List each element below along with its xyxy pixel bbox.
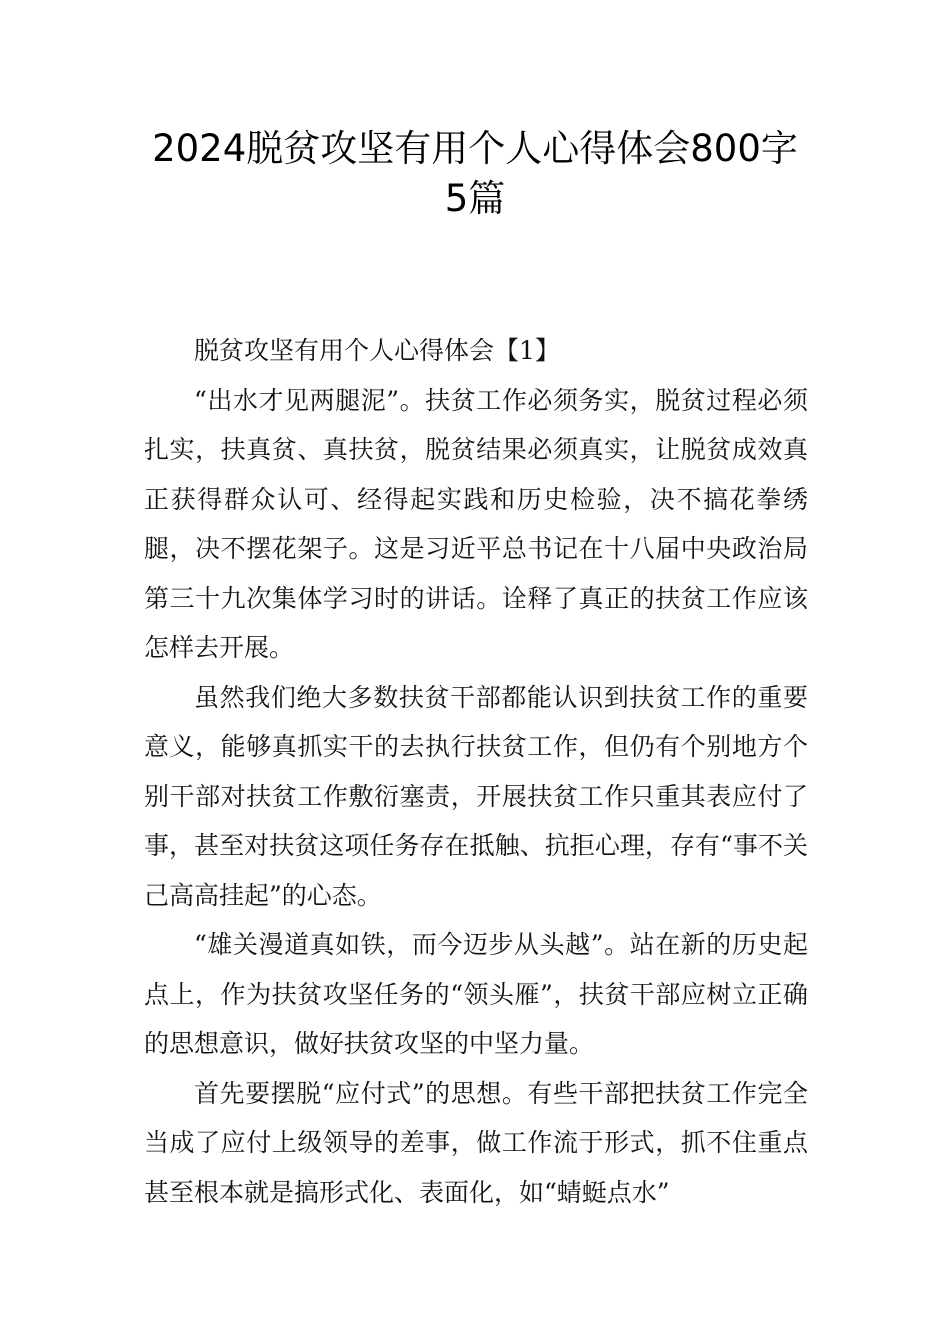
section-heading: 脱贫攻坚有用个人心得体会【1】 bbox=[194, 336, 560, 365]
body-paragraph-1: “出水才见两腿泥”。扶贫工作必须务实，脱贫过程必须扎实，扶真贫、真扶贫，脱贫结果必须真实，让脱贫成效真正获得群众认可、经得起实践和历史检验，决不搞花拳绣腿，决不摆花架子。这是习近平总书记在十八届中央政治局第三十九次集体学习时的讲话。诠释了真正的扶贫工作应该怎样去开展。 bbox=[144, 385, 808, 662]
document-title-line-1: 2024脱贫攻坚有用个人心得体会800字 bbox=[152, 127, 798, 170]
body-paragraph-3: “雄关漫道真如铁，而今迈步从头越”。站在新的历史起点上，作为扶贫攻坚任务的“领头雁”，扶贫干部应树立正确的思想意识，做好扶贫攻坚的中坚力量。 bbox=[144, 930, 808, 1058]
body-paragraph-4: 首先要摆脱“应付式”的思想。有些干部把扶贫工作完全当成了应付上级领导的差事，做工作流于形式，抓不住重点甚至根本就是搞形式化、表面化，如“蜻蜓点水” bbox=[144, 1078, 808, 1207]
body-paragraph-2: 虽然我们绝大多数扶贫干部都能认识到扶贫工作的重要意义，能够真抓实干的去执行扶贫工作，但仍有个别地方个别干部对扶贫工作敷衍塞责，开展扶贫工作只重其表应付了事，甚至对扶贫这项任务存在抵触、抗拒心理，存有“事不关己高高挂起”的心态。 bbox=[144, 682, 808, 910]
document-title bbox=[100, 124, 850, 224]
document-body bbox=[144, 326, 808, 1217]
document-title-line-2: 5篇 bbox=[444, 177, 506, 220]
